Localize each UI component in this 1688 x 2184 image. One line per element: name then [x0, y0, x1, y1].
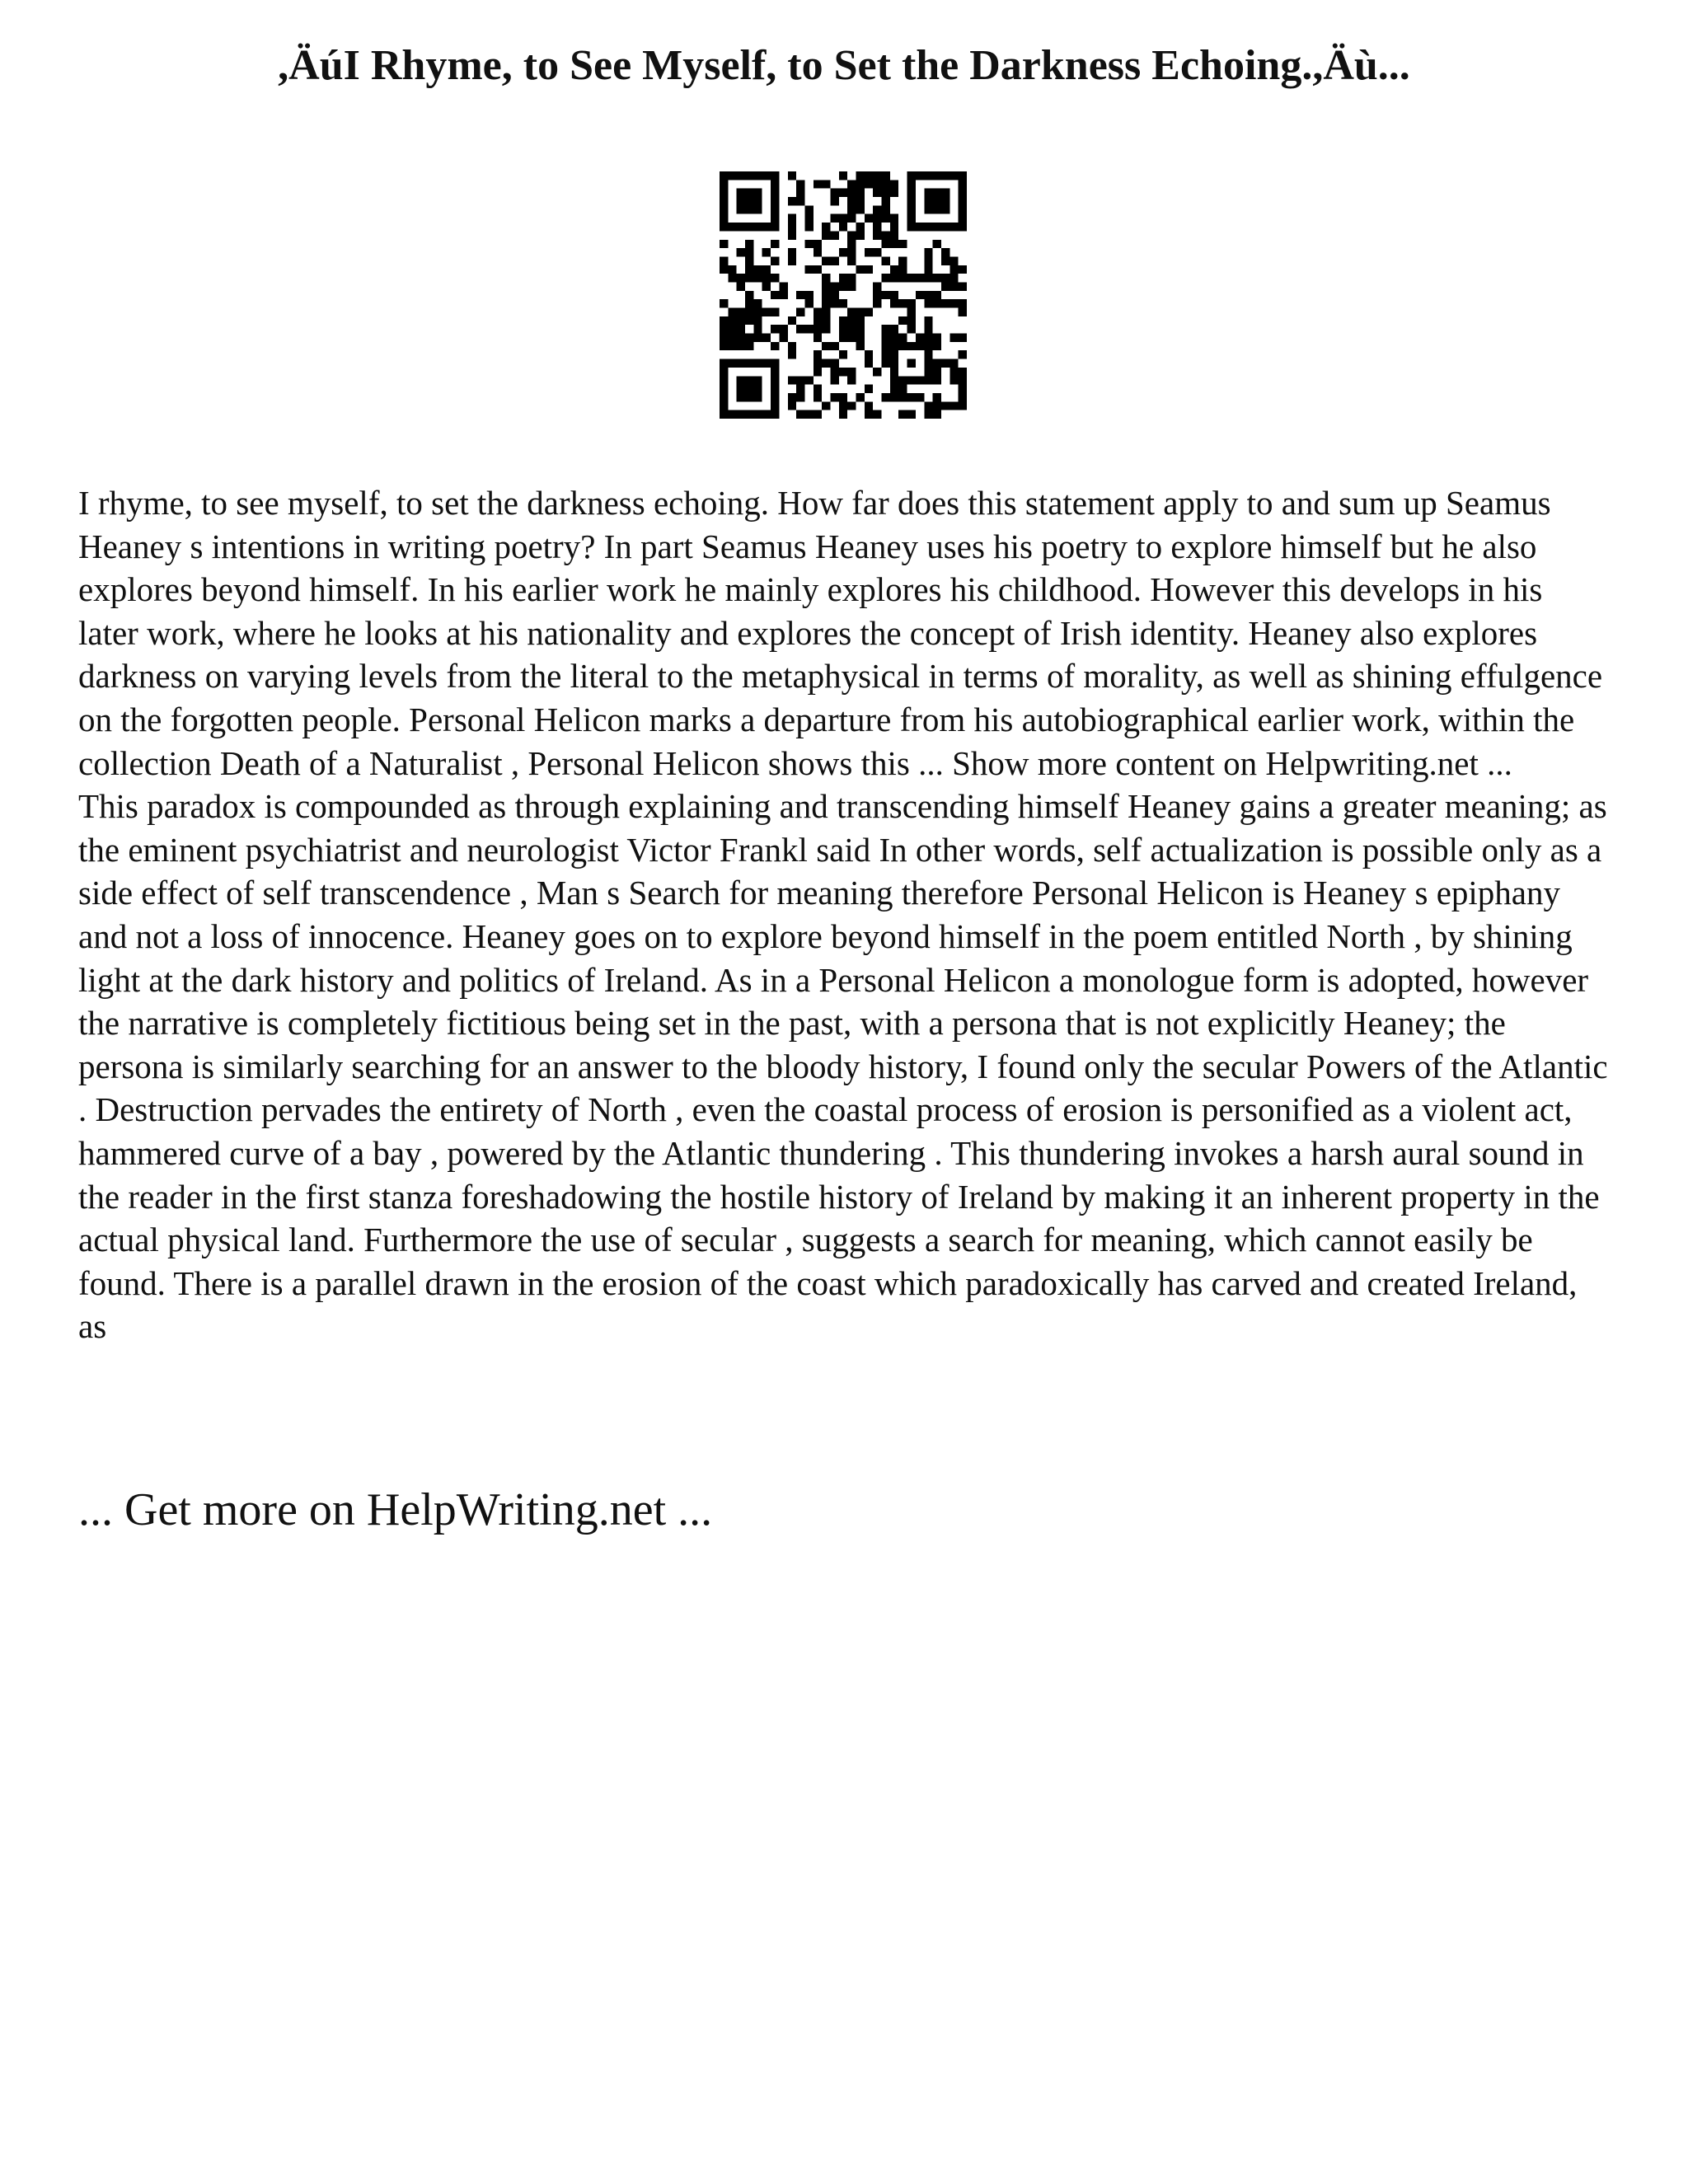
qr-code-icon	[720, 171, 967, 419]
get-more-link[interactable]: ... Get more on HelpWriting.net ...	[78, 1484, 713, 1535]
document-title: ,ÄúI Rhyme, to See Myself, to Set the Darkness Echoing.,Äù...	[278, 42, 1410, 89]
document-body	[78, 481, 1610, 1348]
body-paragraph-2: This paradox is compounded as through explaining and transcending himself Heaney gains a greater meaning; as the eminent psychiatrist and neurologist Victor Frankl said In other words, self actualization is possible only as a side effect of self transcendence , Man s Search for meaning therefore Personal Helicon is Heaney s epiphany and not a loss of innocence. Heaney goes on to explore beyond himself in the poem entitled North , by shining light at the dark history and politics of Ireland. As in a Personal Helicon a monologue form is adopted, however the narrative is completely fictitious being set in the past, with a persona that is not explicitly Heaney; the persona is similarly searching for an answer to the bloody history, I found only the secular Powers of the Atlantic . Destruction pervades the entirety of North , even the coastal process of erosion is personified as a violent act, hammered curve of a bay , powered by the Atlantic thundering . This thundering invokes a harsh aural sound in the reader in the first stanza foreshadowing the hostile history of Ireland by making it an inherent property in the actual physical land. Furthermore the use of secular , suggests a search for meaning, which cannot easily be found. There is a parallel drawn in the erosion of the coast which paradoxically has carved and created Ireland, as	[78, 787, 1608, 1346]
body-paragraph-1: I rhyme, to see myself, to set the darkness echoing. How far does this statement apply to and sum up Seamus Heaney s intentions in writing poetry? In part Seamus Heaney uses his poetry to explore himself but he also explores beyond himself. In his earlier work he mainly explores his childhood. However this develops in his later work, where he looks at his nationality and explores the concept of Irish identity. Heaney also explores darkness on varying levels from the literal to the metaphysical in terms of morality, as well as shining effulgence on the forgotten people. Personal Helicon marks a departure from his autobiographical earlier work, within the collection Death of a Naturalist , Personal Helicon shows this ... Show more content on Helpwriting.net ...	[78, 484, 1603, 782]
